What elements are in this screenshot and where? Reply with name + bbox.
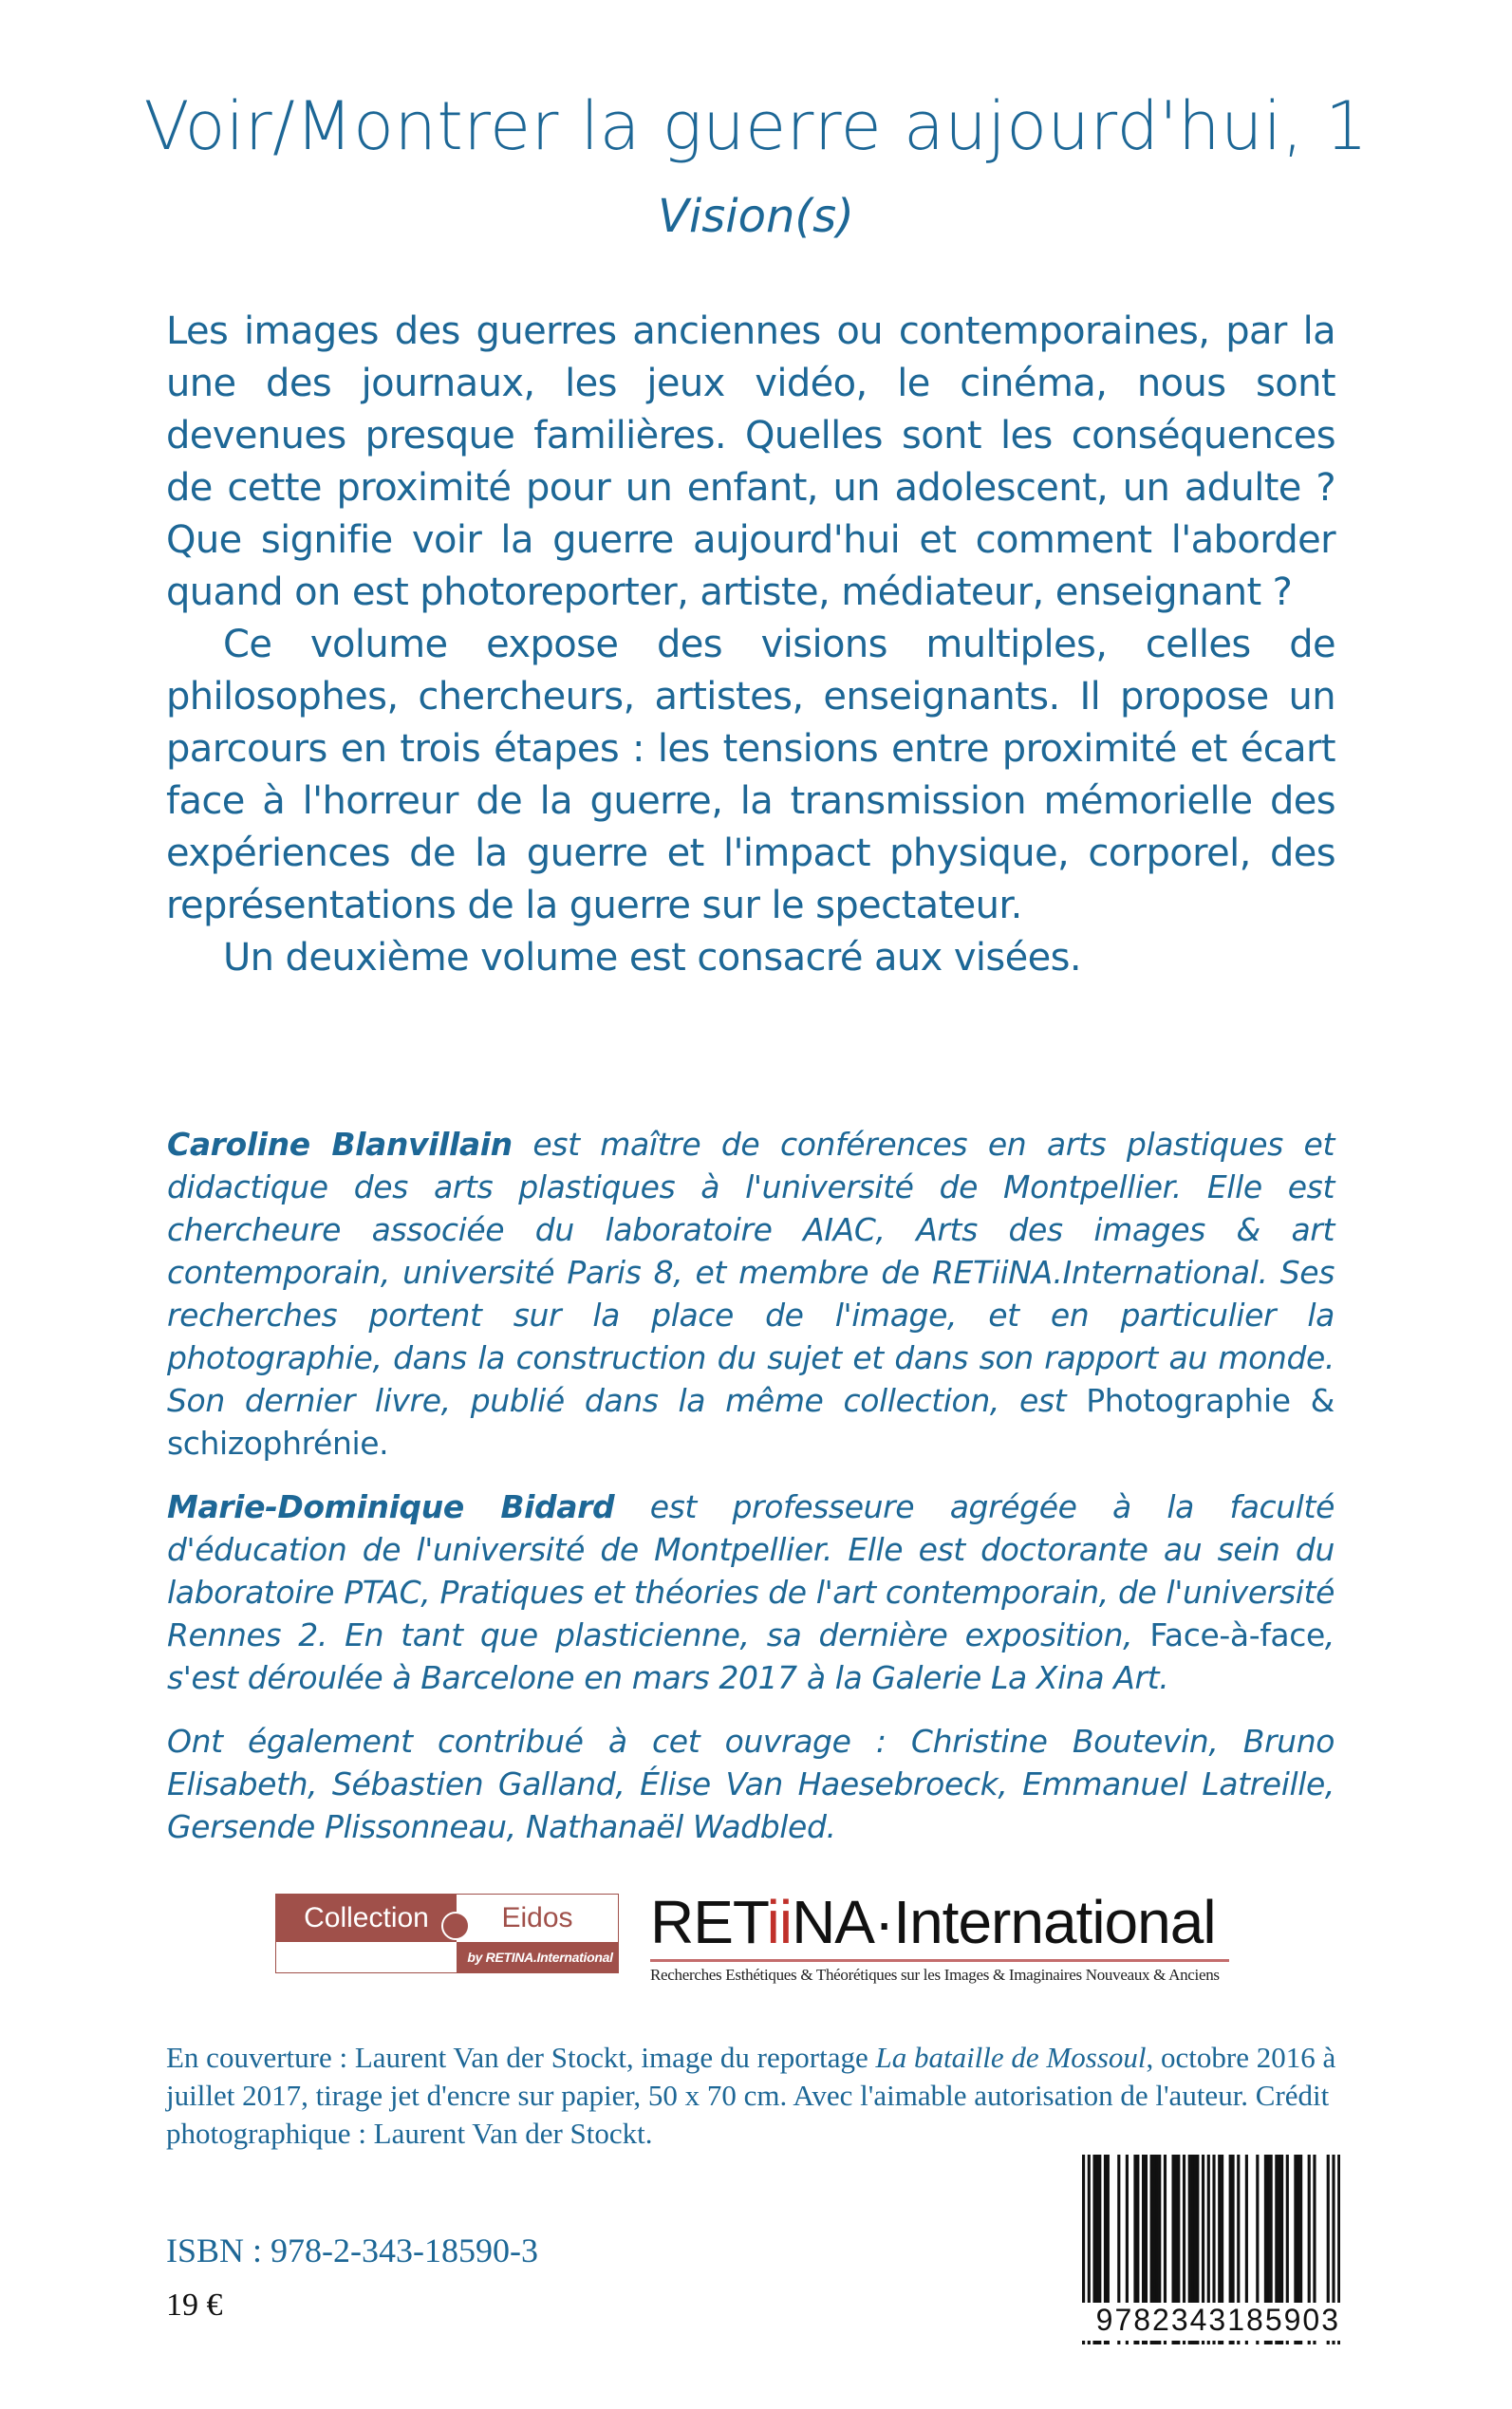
barcode-number: 9782343185903 [1082, 2303, 1340, 2341]
credits-text: En couverture : Laurent Van der Stockt, image du reportage [166, 2041, 876, 2074]
logo-dot [441, 1912, 470, 1940]
logo-text: RET [650, 1888, 767, 1956]
collection-eidos-logo [275, 1894, 619, 1973]
logo-text: Collection [276, 1895, 457, 1942]
book-subtitle: Vision(s) [658, 190, 854, 243]
author-bios [167, 1123, 1335, 1869]
retina-international-logo [650, 1889, 1229, 1985]
book-reference: Photographie & schizophrénie. [167, 1382, 1335, 1462]
logo-text: ii [766, 1888, 793, 1956]
contributors: Ont également contribué à cet ouvrage : Christine Boutevin, Bruno Elisabeth, Sébastien Galland, Élise Van Haesebroeck, Emmanuel Latreille, Gersende Plissonneau, Nathanaël Wadbled. [167, 1723, 1335, 1845]
author1-name: Caroline Blanvillain [167, 1126, 513, 1163]
blurb [166, 306, 1335, 984]
bio-author1 [167, 1123, 1335, 1465]
logo-rule [650, 1959, 1229, 1962]
bio-text: , s'est déroulée à Barcelone en mars 2017 à la Galerie La Xina Art. [167, 1616, 1335, 1696]
blurb-paragraph: Un deuxième volume est consacré aux visées. [223, 936, 1082, 980]
credits-text: , octobre 2016 à juillet 2017, tirage jet d'encre sur papier, 50 x 70 cm. Avec l'aimable autorisation de l'auteur. Crédit photographique : Laurent Van der Stockt. [166, 2041, 1336, 2150]
logo-text: by RETINA.International [457, 1942, 618, 1972]
logo-text: Eidos [501, 1902, 573, 1933]
book-title: Voir/Montrer la guerre aujourd'hui, 1 [143, 87, 1369, 165]
cover-credits [166, 2039, 1343, 2153]
bio-text: est maître de conférences en arts plastiques et didactique des arts plastiques à l'université de Montpellier. Elle est chercheure associée du laboratoire AIAC, Arts des images & art contemporain, université Paris 8, et membre de RETiiNA.International. Ses recherches portent sur la place de l'image, et en particulier la photographie, dans la construction du sujet et dans son rapport au monde. Son dernier livre, publié dans la même collection, est [167, 1126, 1335, 1419]
logo-tagline: Recherches Esthétiques & Théorétiques sur les Images & Imaginaires Nouveaux & Anciens [650, 1966, 1220, 1984]
isbn: ISBN : 978-2-343-18590-3 [166, 2232, 538, 2269]
logo-text: NA·International [792, 1888, 1216, 1956]
bio-author2 [167, 1485, 1335, 1699]
exhibition-reference: Face-à-face [1149, 1616, 1325, 1653]
price: 19 € [166, 2288, 223, 2323]
author2-name: Marie-Dominique Bidard [167, 1488, 615, 1525]
blurb-paragraph: Les images des guerres anciennes ou contemporaines, par la une des journaux, les jeux vidéo, le cinéma, nous sont devenues presque familières. Quelles sont les conséquences de cette proximité pour un enfant, un adolescent, un adulte ? Que signifie voir la guerre aujourd'hui et comment l'aborder quand on est photoreporter, artiste, médiateur, enseignant ? [166, 309, 1335, 614]
blurb-paragraph: Ce volume expose des visions multiples, celles de philosophes, chercheurs, artistes, enseignants. Il propose un parcours en trois étapes : les tensions entre proximité et écart face à l'horreur de la guerre, la transmission mémorielle des expériences de la guerre et l'impact physique, corporel, des représentations de la guerre sur le spectateur. [166, 623, 1335, 927]
credits-work-title: La bataille de Mossoul [875, 2041, 1147, 2074]
bio-text: est professeure agrégée à la faculté d'éducation de l'université de Montpellier. Elle est doctorante au sein du laboratoire PTAC, Pratiques et théories de l'art contemporain, de l'université Rennes 2. En tant que plasticienne, sa dernière exposition, [167, 1488, 1335, 1653]
